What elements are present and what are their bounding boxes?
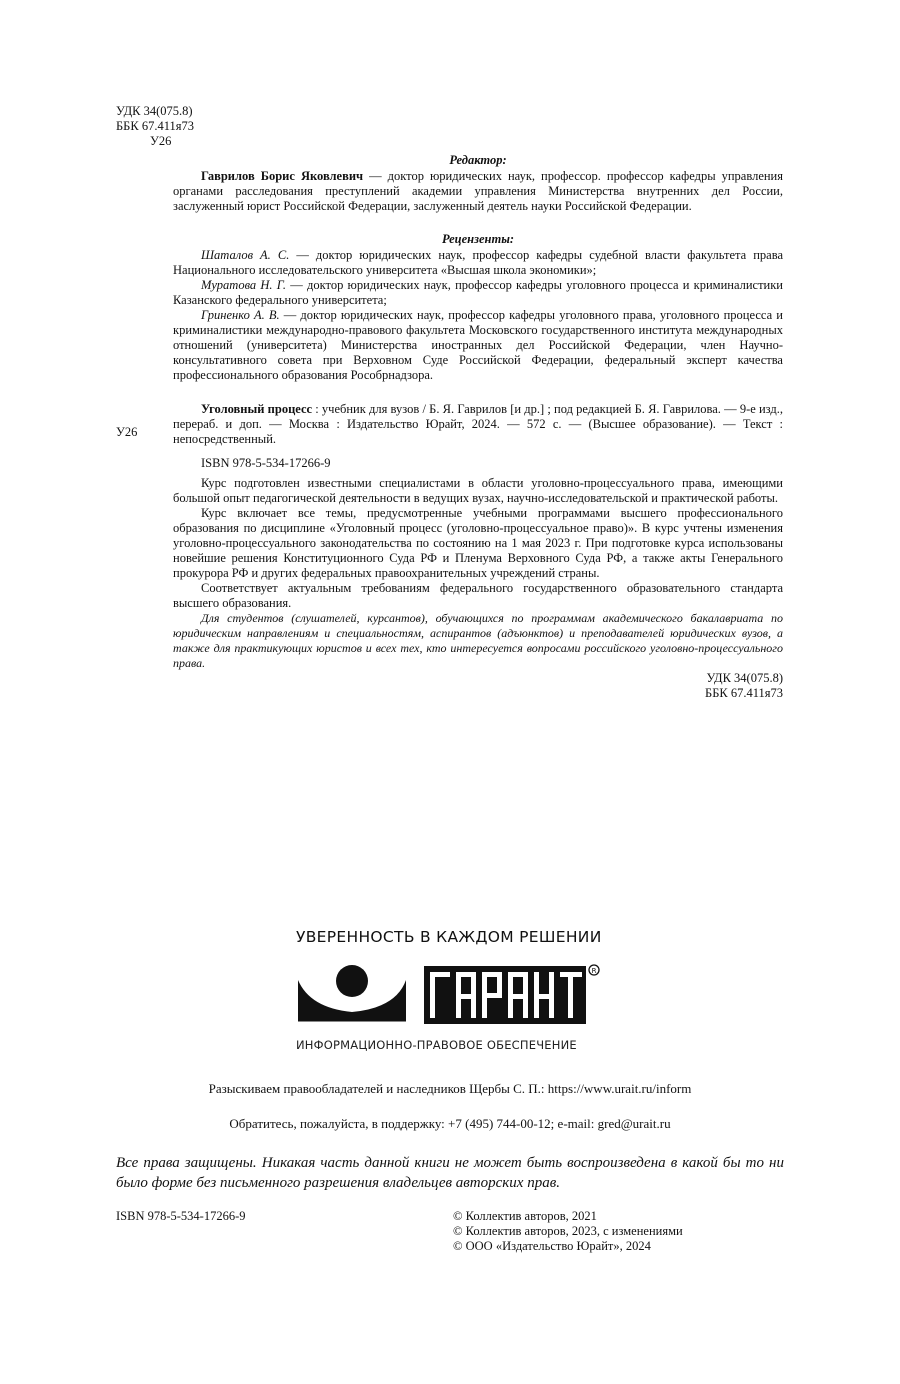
reviewer-desc: — доктор юридических наук, профессор кафедры уголовного права, уголовного процесса и криминалистики международно-правового факультета Московского государственного института международных отношений (университета) Министерства иностранных дел Российской Федерации, член Научно-консультативного совета при Верховном Суде Российской Федерации, федеральный эксперт качества профессионального образования Рособрнадзора.	[173, 308, 783, 382]
audience-paragraph: Для студентов (слушателей, курсантов), обучающихся по программам академического бакалавриата по юридическим направлениям и специальностям, аспирантов (адъюнктов) и преподавателей юридических вузов, а также для практикующих юристов и всех тех, кто интересуется вопросами российского уголовно-процессуального права.	[173, 611, 783, 670]
catalog-desc: : учебник для вузов / Б. Я. Гаврилов [и др.] ; под редакцией Б. Я. Гаврилова. — 9-е изд., перераб. и доп. — Москва : Издательство Юрайт, 2024. — 572 с. — (Высшее образование). — Текст : непосредственный.	[173, 402, 783, 446]
abstract	[173, 476, 783, 701]
editor-entry	[173, 169, 783, 214]
abstract-paragraph: Соответствует актуальным требованиям федерального государственного образовательного стандарта высшего образования.	[173, 581, 783, 610]
abstract-paragraph: Курс подготовлен известными специалистами в области уголовно-процессуального права, имеющими большой опыт педагогической деятельности в ведущих вузах, научно-исследовательской и практической работы.	[173, 476, 783, 505]
garant-ad	[296, 928, 602, 1052]
footer-isbn: ISBN 978-5-534-17266-9	[116, 1209, 246, 1223]
copyright-line: © ООО «Издательство Юрайт», 2024	[453, 1239, 651, 1253]
rights-holders-notice: Разыскиваем правообладателей и наследников Щербы С. П.: https://www.urait.ru/inform	[208, 1081, 692, 1096]
garant-emblem-icon	[296, 960, 602, 1032]
catalog-isbn: ISBN 978-5-534-17266-9	[201, 456, 331, 470]
reviewer-name: Гриненко А. В.	[201, 308, 280, 322]
editor-heading: Редактор:	[449, 153, 507, 167]
editor-name: Гаврилов Борис Яковлевич	[201, 169, 364, 183]
reviewer-entry	[173, 308, 783, 383]
ad-tagline: УВЕРЕННОСТЬ В КАЖДОМ РЕШЕНИИ	[296, 928, 602, 946]
bbk-code: ББК 67.411я73	[116, 119, 194, 133]
abstract-paragraph: Курс включает все темы, предусмотренные учебными программами высшего профессионального образования по дисциплине «Уголовный процесс (уголовно-процессуальное право)». В курс учтены изменения уголовно-процессуального законодательства по состоянию на 1 мая 2023 г. При подготовке курса использованы новейшие решения Конституционного Суда РФ и Пленума Верховного Суда РФ, а также акты Генерального прокурора РФ и других федеральных правоохранительных учреждений страны.	[173, 506, 783, 580]
abstract-udk: УДК 34(075.8)	[706, 671, 783, 685]
catalog-record	[173, 402, 783, 447]
copyright-line: © Коллектив авторов, 2021	[453, 1209, 597, 1223]
reviewer-entry	[173, 248, 783, 278]
all-rights-notice: Все права защищены. Никакая часть данной книги не может быть воспроизведена в какой бы то ни было форме без письменного разрешения владельцев авторских прав.	[116, 1155, 784, 1191]
support-notice: Обратитесь, пожалуйста, в поддержку: +7 (495) 744-00-12; e-mail: gred@urait.ru	[229, 1116, 671, 1131]
ad-subtitle: ИНФОРМАЦИОННО-ПРАВОВОЕ ОБЕСПЕЧЕНИЕ	[296, 1038, 577, 1052]
abstract-bbk: ББК 67.411я73	[705, 686, 783, 700]
reviewer-entry	[173, 278, 783, 308]
garant-logo	[296, 960, 602, 1032]
reviewer-desc: — доктор юридических наук, профессор кафедры уголовного процесса и криминалистики Казанского федерального университета;	[173, 278, 783, 307]
reviewer-name: Шаталов А. С.	[201, 248, 290, 262]
catalog-sign: У26	[116, 425, 138, 439]
udk-code: УДК 34(075.8)	[116, 104, 193, 118]
book-title: Уголовный процесс	[201, 402, 313, 416]
reviewer-name: Муратова Н. Г.	[201, 278, 287, 292]
reviewers-heading: Рецензенты:	[441, 232, 515, 246]
author-sign: У26	[150, 134, 172, 148]
copyright-line: © Коллектив авторов, 2023, с изменениями	[453, 1224, 683, 1238]
editor-desc: — доктор юридических наук, профессор. профессор кафедры управления органами расследования преступлений академии управления Министерства внутренних дел России, заслуженный юрист Российской Федерации, заслуженный деятель науки Российской Федерации.	[173, 169, 783, 213]
reviewer-desc: — доктор юридических наук, профессор кафедры судебной власти факультета права Национального исследовательского университета «Высшая школа экономики»;	[173, 248, 784, 277]
svg-text:R: R	[591, 967, 597, 975]
